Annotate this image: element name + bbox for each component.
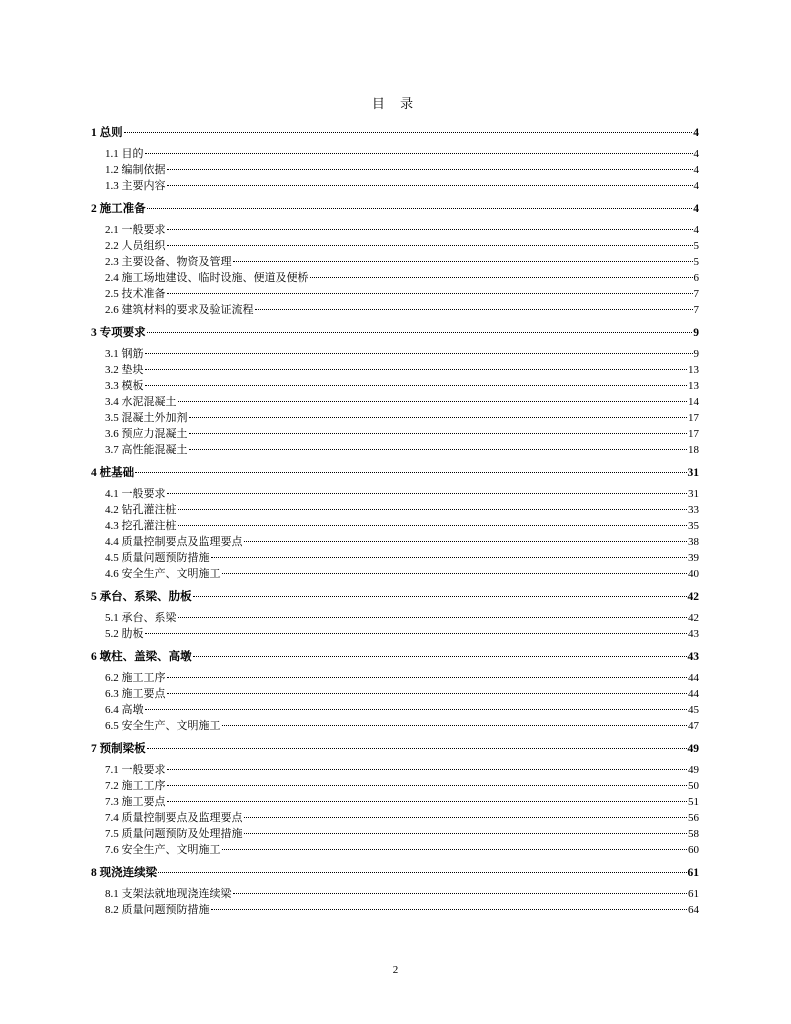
chapter-title: 6 墩柱、盖梁、高墩 (91, 651, 192, 663)
dot-leader (222, 725, 688, 726)
section-title: 8.1 支架法就地现浇连续梁 (105, 888, 232, 900)
dot-leader (167, 769, 688, 770)
toc-section-entry[interactable] (91, 362, 699, 378)
section-page-number: 7 (693, 304, 699, 316)
chapter-title: 5 承台、系梁、肋板 (91, 591, 192, 603)
section-page-number: 5 (693, 240, 699, 252)
section-page-number: 45 (688, 704, 699, 716)
section-page-number: 13 (688, 364, 699, 376)
toc-section-entry[interactable] (91, 394, 699, 410)
dot-leader (211, 909, 688, 910)
toc-section-entry[interactable] (91, 610, 699, 626)
dot-leader (167, 229, 693, 230)
toc-section-entry[interactable] (91, 842, 699, 858)
dot-leader (167, 677, 688, 678)
toc-chapter-entry[interactable] (91, 648, 699, 666)
section-page-number: 14 (688, 396, 699, 408)
dot-leader (147, 332, 693, 333)
toc-chapter-entry[interactable] (91, 200, 699, 218)
dot-leader (211, 557, 688, 558)
dot-leader (147, 208, 693, 209)
table-of-contents (91, 124, 699, 918)
toc-section-entry[interactable] (91, 626, 699, 642)
toc-section-entry[interactable] (91, 270, 699, 286)
dot-leader (222, 573, 688, 574)
chapter-page-number: 31 (687, 467, 699, 479)
chapter-page-number: 42 (687, 591, 699, 603)
dot-leader (178, 401, 688, 402)
chapter-page-number: 43 (687, 651, 699, 663)
section-page-number: 17 (688, 412, 699, 424)
toc-section-entry[interactable] (91, 146, 699, 162)
dot-leader (244, 817, 688, 818)
section-title: 4.4 质量控制要点及监理要点 (105, 536, 243, 548)
dot-leader (255, 309, 693, 310)
dot-leader (222, 849, 688, 850)
dot-leader (167, 493, 688, 494)
section-page-number: 60 (688, 844, 699, 856)
section-title: 2.5 技术准备 (105, 288, 166, 300)
section-title: 2.3 主要设备、物资及管理 (105, 256, 232, 268)
section-title: 2.1 一般要求 (105, 224, 166, 236)
toc-section-entry[interactable] (91, 518, 699, 534)
dot-leader (167, 785, 688, 786)
dot-leader (189, 417, 688, 418)
toc-chapter (91, 648, 699, 734)
dot-leader (167, 245, 693, 246)
dot-leader (124, 132, 693, 133)
section-page-number: 43 (688, 628, 699, 640)
dot-leader (178, 525, 688, 526)
section-title: 4.2 钻孔灌注桩 (105, 504, 177, 516)
section-title: 3.2 垫块 (105, 364, 144, 376)
dot-leader (158, 872, 686, 873)
toc-chapter-entry[interactable] (91, 124, 699, 142)
section-title: 1.1 目的 (105, 148, 144, 160)
section-title: 3.3 模板 (105, 380, 144, 392)
toc-chapter (91, 124, 699, 194)
section-page-number: 9 (693, 348, 699, 360)
toc-section-entry[interactable] (91, 902, 699, 918)
toc-section-entry[interactable] (91, 566, 699, 582)
section-page-number: 7 (693, 288, 699, 300)
section-page-number: 56 (688, 812, 699, 824)
chapter-page-number: 49 (687, 743, 699, 755)
section-page-number: 33 (688, 504, 699, 516)
section-page-number: 49 (688, 764, 699, 776)
dot-leader (147, 748, 687, 749)
section-title: 3.7 高性能混凝土 (105, 444, 188, 456)
chapter-page-number: 4 (693, 127, 699, 139)
section-title: 7.2 施工工序 (105, 780, 166, 792)
section-page-number: 6 (693, 272, 699, 284)
chapter-page-number: 61 (687, 867, 699, 879)
toc-section-entry[interactable] (91, 826, 699, 842)
toc-chapter (91, 324, 699, 458)
toc-section-entry[interactable] (91, 886, 699, 902)
dot-leader (167, 185, 693, 186)
section-title: 3.1 钢筋 (105, 348, 144, 360)
section-title: 7.3 施工要点 (105, 796, 166, 808)
section-page-number: 64 (688, 904, 699, 916)
section-title: 2.6 建筑材料的要求及验证流程 (105, 304, 254, 316)
section-title: 4.5 质量问题预防措施 (105, 552, 210, 564)
section-title: 4.1 一般要求 (105, 488, 166, 500)
section-title: 7.4 质量控制要点及监理要点 (105, 812, 243, 824)
toc-chapter-entry[interactable] (91, 324, 699, 342)
section-page-number: 44 (688, 672, 699, 684)
toc-chapter-entry[interactable] (91, 740, 699, 758)
dot-leader (178, 509, 688, 510)
dot-leader (145, 353, 693, 354)
toc-section-entry[interactable] (91, 686, 699, 702)
dot-leader (193, 596, 687, 597)
section-page-number: 4 (693, 180, 699, 192)
section-page-number: 17 (688, 428, 699, 440)
dot-leader (167, 293, 693, 294)
dot-leader (145, 385, 688, 386)
toc-chapter-entry[interactable] (91, 864, 699, 882)
toc-section-entry[interactable] (91, 302, 699, 318)
section-title: 2.4 施工场地建设、临时设施、便道及便桥 (105, 272, 309, 284)
page-number: 2 (392, 964, 399, 976)
section-page-number: 4 (693, 148, 699, 160)
chapter-title: 7 预制梁板 (91, 743, 146, 755)
section-page-number: 31 (688, 488, 699, 500)
dot-leader (310, 277, 693, 278)
toc-section-entry[interactable] (91, 254, 699, 270)
section-page-number: 38 (688, 536, 699, 548)
chapter-title: 8 现浇连续梁 (91, 867, 158, 879)
dot-leader (233, 261, 693, 262)
section-title: 1.3 主要内容 (105, 180, 166, 192)
section-title: 2.2 人员组织 (105, 240, 166, 252)
toc-section-entry[interactable] (91, 238, 699, 254)
section-title: 4.6 安全生产、文明施工 (105, 568, 221, 580)
section-page-number: 51 (688, 796, 699, 808)
section-title: 5.2 肋板 (105, 628, 144, 640)
toc-section-entry[interactable] (91, 442, 699, 458)
dot-leader (233, 893, 688, 894)
toc-section-entry[interactable] (91, 794, 699, 810)
section-page-number: 44 (688, 688, 699, 700)
toc-section-entry[interactable] (91, 810, 699, 826)
toc-section-entry[interactable] (91, 534, 699, 550)
toc-chapter-entry[interactable] (91, 464, 699, 482)
section-page-number: 47 (688, 720, 699, 732)
chapter-title: 1 总则 (91, 127, 123, 139)
dot-leader (145, 633, 688, 634)
section-title: 7.6 安全生产、文明施工 (105, 844, 221, 856)
toc-section-entry[interactable] (91, 162, 699, 178)
toc-chapter (91, 464, 699, 582)
section-page-number: 58 (688, 828, 699, 840)
toc-section-entry[interactable] (91, 426, 699, 442)
toc-chapter (91, 864, 699, 918)
toc-chapter (91, 200, 699, 318)
chapter-title: 2 施工准备 (91, 203, 146, 215)
dot-leader (145, 153, 693, 154)
section-title: 7.5 质量问题预防及处理措施 (105, 828, 243, 840)
toc-section-entry[interactable] (91, 702, 699, 718)
toc-title: 目 录 (371, 96, 420, 111)
toc-section-entry[interactable] (91, 502, 699, 518)
toc-chapter-entry[interactable] (91, 588, 699, 606)
dot-leader (244, 833, 688, 834)
section-page-number: 5 (693, 256, 699, 268)
toc-section-entry[interactable] (91, 286, 699, 302)
toc-section-entry[interactable] (91, 346, 699, 362)
section-page-number: 39 (688, 552, 699, 564)
dot-leader (167, 169, 693, 170)
toc-chapter (91, 740, 699, 858)
chapter-title: 4 桩基础 (91, 467, 135, 479)
toc-section-entry[interactable] (91, 378, 699, 394)
toc-section-entry[interactable] (91, 486, 699, 502)
section-page-number: 4 (693, 224, 699, 236)
toc-section-entry[interactable] (91, 762, 699, 778)
section-title: 3.6 预应力混凝土 (105, 428, 188, 440)
section-title: 6.4 高墩 (105, 704, 144, 716)
section-title: 1.2 编制依据 (105, 164, 166, 176)
toc-section-entry[interactable] (91, 670, 699, 686)
toc-section-entry[interactable] (91, 550, 699, 566)
toc-chapter (91, 588, 699, 642)
section-page-number: 13 (688, 380, 699, 392)
dot-leader (178, 617, 688, 618)
toc-section-entry[interactable] (91, 718, 699, 734)
chapter-title: 3 专项要求 (91, 327, 146, 339)
section-page-number: 18 (688, 444, 699, 456)
chapter-page-number: 9 (693, 327, 699, 339)
section-title: 3.4 水泥混凝土 (105, 396, 177, 408)
section-title: 4.3 挖孔灌注桩 (105, 520, 177, 532)
section-page-number: 50 (688, 780, 699, 792)
section-page-number: 40 (688, 568, 699, 580)
section-title: 8.2 质量问题预防措施 (105, 904, 210, 916)
dot-leader (193, 656, 687, 657)
section-title: 6.2 施工工序 (105, 672, 166, 684)
section-page-number: 42 (688, 612, 699, 624)
dot-leader (135, 472, 686, 473)
section-title: 7.1 一般要求 (105, 764, 166, 776)
dot-leader (244, 541, 688, 542)
chapter-page-number: 4 (693, 203, 699, 215)
dot-leader (189, 433, 688, 434)
dot-leader (145, 709, 688, 710)
section-page-number: 4 (693, 164, 699, 176)
dot-leader (189, 449, 688, 450)
section-title: 6.3 施工要点 (105, 688, 166, 700)
section-page-number: 35 (688, 520, 699, 532)
section-page-number: 61 (688, 888, 699, 900)
dot-leader (145, 369, 688, 370)
dot-leader (167, 801, 688, 802)
toc-section-entry[interactable] (91, 222, 699, 238)
toc-section-entry[interactable] (91, 410, 699, 426)
dot-leader (167, 693, 688, 694)
section-title: 6.5 安全生产、文明施工 (105, 720, 221, 732)
toc-section-entry[interactable] (91, 778, 699, 794)
toc-section-entry[interactable] (91, 178, 699, 194)
section-title: 5.1 承台、系梁 (105, 612, 177, 624)
section-title: 3.5 混凝土外加剂 (105, 412, 188, 424)
